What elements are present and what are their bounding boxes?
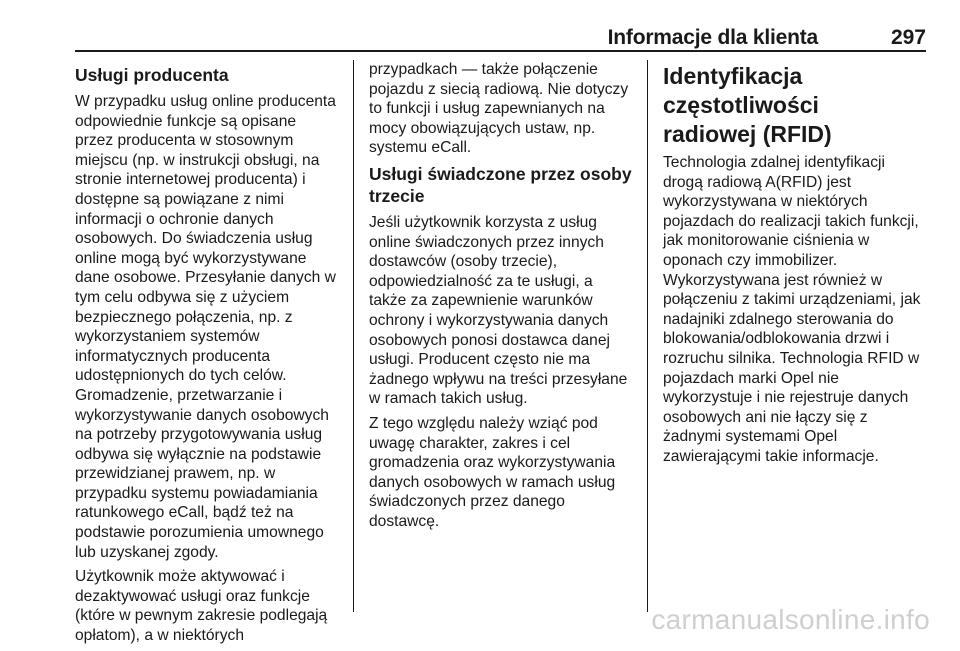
column-divider-2 [647,60,648,612]
column-2 [369,60,637,536]
watermark-text: carmanualsonline.info [651,604,930,635]
paragraph-activation: Użytkownik może aktywować i dezaktywować usługi oraz funkcje (które w pewnym zakresie podlegają opłatom), a w niektórych [75,568,328,645]
paragraph-rfid-technology: Technologia zdalnej identyfikacji drogą radiową A(RFID) jest wykorzystywana w niektórych pojazdach do realizacji takich funkcji, jak monitorowanie ciśnienia w oponach czy immobilizer. Wykorzystywana jest również w połączeniu z takimi urządzeniami, jak nadajniki zdalnego sterowania do blokowania/odblokowania drzwi i rozruchu silnika. Technologia RFID w pojazdach marki Opel nie wykorzystuje i nie rejestruje danych osobowych ani nie łączy się z żadnymi systemami Opel zawierającymi takie informacje. [663,154,921,465]
heading-rfid: Identyfikacja częstotliwości radiowej (RFID) [663,63,832,147]
paragraph-radio-connection: przypadkach — także połączenie pojazdu z siecią radiową. Nie dotyczy to funkcji i usług zapewnianych na mocy obowiązujących ustaw, np. systemu eCall. [369,61,629,157]
column-1 [75,60,343,651]
paragraph-consider-scope: Z tego względu należy wziąć pod uwagę charakter, zakres i cel gromadzenia oraz wykorzystywania danych osobowych w ramach usług świadczonych przez danego dostawcę. [369,414,616,530]
column-divider-1 [353,60,354,612]
heading-third-party-services: Usługi świadczone przez osoby trzecie [369,163,632,206]
column-3 [663,60,933,472]
header-divider [75,50,926,52]
section-title: Informacje dla klienta [607,26,818,49]
page-number: 297 [890,26,926,49]
heading-manufacturer-services: Usługi producenta [75,65,229,85]
paragraph-online-services: W przypadku usług online producenta odpowiednie funkcje są opisane przez producenta w stosownym miejscu (np. w instrukcji obsługi, na stronie internetowej producenta) i dostępne są powiązane z nimi informacji o ochronie danych osobowych. Do świadczenia usług online mogą być wykorzystywane dane osobowe. Przesyłanie danych w tym celu odbywa się z użyciem bezpiecznego połączenia, np. z wykorzystaniem systemów informatycznych producenta udostępnionych do tych celów. Gromadzenie, przetwarzanie i wykorzystywanie danych osobowych na potrzeby przygotowywania usług odbywa się wyłącznie na podstawie przewidzianej prawem, np. w przypadku systemu powiadamiania ratunkowego eCall, bądź też na podstawie porozumienia umownego lub uzyskanej zgody. [75,93,336,561]
page-header [75,26,926,50]
paragraph-third-party-responsibility: Jeśli użytkownik korzysta z usług online świadczonych przez innych dostawców (osoby trzecie), odpowiedzialność za te usługi, a także za zapewnienie warunków ochrony i wykorzystywania danych osobowych ponosi dostawca danej usługi. Producent często nie ma żadnego wpływu na treści przesyłane w ramach takich usług. [369,213,628,408]
